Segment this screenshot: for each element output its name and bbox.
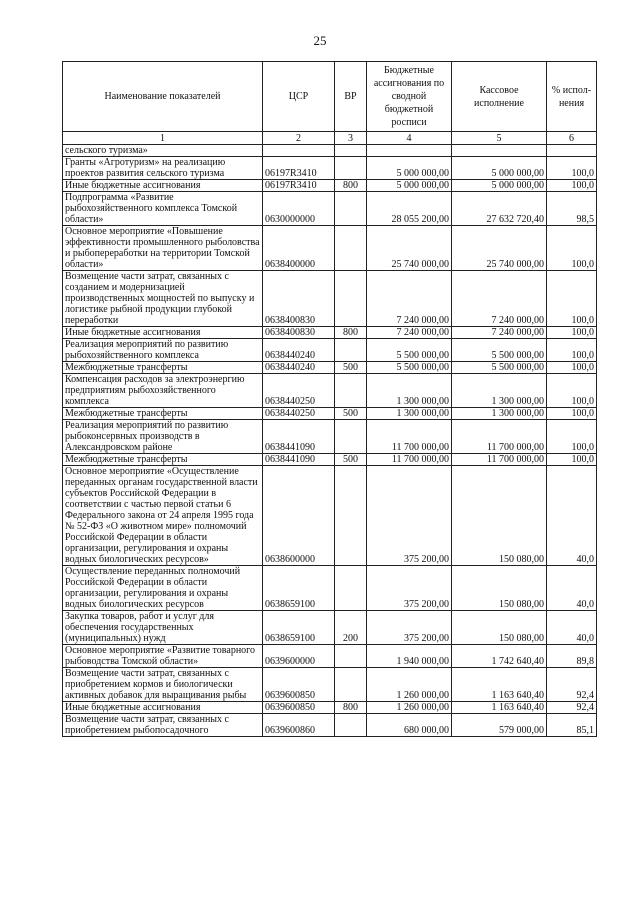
column-number: 4: [367, 132, 452, 145]
header-name: Наименование показателей: [63, 62, 263, 132]
row-budget: 1 940 000,00: [367, 645, 452, 668]
row-vr: [335, 420, 367, 454]
row-vr: [335, 668, 367, 702]
row-pct: 100,0: [547, 374, 597, 408]
row-budget: 7 240 000,00: [367, 327, 452, 339]
row-budget: 11 700 000,00: [367, 420, 452, 454]
table-row: [63, 454, 597, 466]
row-pct: 100,0: [547, 157, 597, 180]
table-body: [63, 145, 597, 737]
table-header-row: [63, 62, 597, 132]
row-budget: [367, 145, 452, 157]
row-name: Основное мероприятие «Повышение эффективности промышленного рыболовства и рыбопереработки на территории Томской области»: [63, 226, 263, 271]
column-number: 2: [263, 132, 335, 145]
row-vr: 500: [335, 362, 367, 374]
column-number: 3: [335, 132, 367, 145]
row-budget: 5 500 000,00: [367, 362, 452, 374]
row-pct: [547, 145, 597, 157]
row-budget: 1 300 000,00: [367, 374, 452, 408]
row-pct: 100,0: [547, 408, 597, 420]
header-budget: Бюджетные ассигнования по сводной бюджетной росписи: [367, 62, 452, 132]
row-vr: 800: [335, 702, 367, 714]
table-row: [63, 466, 597, 566]
table-row: [63, 327, 597, 339]
row-csr: 0638659100: [263, 566, 335, 611]
column-number: 1: [63, 132, 263, 145]
row-csr: 0638600000: [263, 466, 335, 566]
row-csr: 0638400830: [263, 271, 335, 327]
row-name: Подпрограмма «Развитие рыбохозяйственного комплекса Томской области»: [63, 192, 263, 226]
row-name: Осуществление переданных полномочий Российской Федерации в области организации, регулирования и охраны водных биологических ресурсов: [63, 566, 263, 611]
row-cash: [452, 145, 547, 157]
row-budget: 375 200,00: [367, 566, 452, 611]
table-row: [63, 145, 597, 157]
row-pct: 100,0: [547, 362, 597, 374]
row-cash: 150 080,00: [452, 466, 547, 566]
row-pct: 40,0: [547, 611, 597, 645]
row-vr: [335, 226, 367, 271]
row-budget: 28 055 200,00: [367, 192, 452, 226]
header-vr: ВР: [335, 62, 367, 132]
column-number: 6: [547, 132, 597, 145]
row-vr: 500: [335, 454, 367, 466]
row-pct: 100,0: [547, 454, 597, 466]
row-csr: 0638440250: [263, 374, 335, 408]
table-row: [63, 157, 597, 180]
row-cash: 579 000,00: [452, 714, 547, 737]
row-csr: 0638440240: [263, 339, 335, 362]
row-cash: 5 500 000,00: [452, 339, 547, 362]
row-csr: 0639600850: [263, 702, 335, 714]
row-vr: [335, 157, 367, 180]
row-csr: 0638400000: [263, 226, 335, 271]
row-vr: 200: [335, 611, 367, 645]
table-row: [63, 180, 597, 192]
table-row: [63, 192, 597, 226]
row-csr: 06197R3410: [263, 157, 335, 180]
row-csr: 0639600850: [263, 668, 335, 702]
row-cash: 1 742 640,40: [452, 645, 547, 668]
row-cash: 5 000 000,00: [452, 157, 547, 180]
row-name: Возмещение части затрат, связанных с приобретением кормов и биологически активных добавок для выращивания рыбы: [63, 668, 263, 702]
row-name: Межбюджетные трансферты: [63, 454, 263, 466]
row-vr: [335, 645, 367, 668]
row-name: Гранты «Агротуризм» на реализацию проектов развития сельского туризма: [63, 157, 263, 180]
row-cash: 150 080,00: [452, 566, 547, 611]
row-pct: 100,0: [547, 226, 597, 271]
row-vr: [335, 145, 367, 157]
row-cash: 5 000 000,00: [452, 180, 547, 192]
row-cash: 1 300 000,00: [452, 408, 547, 420]
row-pct: 92,4: [547, 702, 597, 714]
row-cash: 150 080,00: [452, 611, 547, 645]
row-csr: 0638659100: [263, 611, 335, 645]
row-name: Реализация мероприятий по развитию рыбохозяйственного комплекса: [63, 339, 263, 362]
row-name: Реализация мероприятий по развитию рыбоконсервных производств в Александровском районе: [63, 420, 263, 454]
row-pct: 100,0: [547, 327, 597, 339]
table-row: [63, 645, 597, 668]
row-cash: 11 700 000,00: [452, 454, 547, 466]
row-budget: 1 260 000,00: [367, 668, 452, 702]
row-pct: 100,0: [547, 180, 597, 192]
row-budget: 7 240 000,00: [367, 271, 452, 327]
table-row: [63, 339, 597, 362]
header-cash: Кассовое исполнение: [452, 62, 547, 132]
row-vr: 800: [335, 327, 367, 339]
row-pct: 92,4: [547, 668, 597, 702]
row-budget: 5 000 000,00: [367, 157, 452, 180]
row-vr: [335, 714, 367, 737]
header-pct: % испол-нения: [547, 62, 597, 132]
row-csr: 0639600860: [263, 714, 335, 737]
row-pct: 40,0: [547, 466, 597, 566]
row-name: Возмещение части затрат, связанных с созданием и модернизацией производственных мощностей по выпуску и логистике рыбной продукции глубокой переработки: [63, 271, 263, 327]
table-row: [63, 271, 597, 327]
table-row: [63, 408, 597, 420]
row-budget: 375 200,00: [367, 611, 452, 645]
budget-execution-table: [62, 61, 597, 737]
row-pct: 40,0: [547, 566, 597, 611]
table-row: [63, 611, 597, 645]
row-csr: 0638400830: [263, 327, 335, 339]
row-cash: 7 240 000,00: [452, 271, 547, 327]
row-name: Компенсация расходов за электроэнергию предприятиям рыбохозяйственного комплекса: [63, 374, 263, 408]
row-pct: 85,1: [547, 714, 597, 737]
row-budget: 5 500 000,00: [367, 339, 452, 362]
row-budget: 1 260 000,00: [367, 702, 452, 714]
table-row: [63, 714, 597, 737]
row-csr: 0638440240: [263, 362, 335, 374]
row-csr: 0638441090: [263, 454, 335, 466]
row-name: Иные бюджетные ассигнования: [63, 180, 263, 192]
table-row: [63, 362, 597, 374]
table-row: [63, 702, 597, 714]
row-pct: 98,5: [547, 192, 597, 226]
row-cash: 1 163 640,40: [452, 668, 547, 702]
row-pct: 89,8: [547, 645, 597, 668]
row-vr: [335, 566, 367, 611]
row-cash: 1 300 000,00: [452, 374, 547, 408]
row-csr: 0639600000: [263, 645, 335, 668]
row-vr: 800: [335, 180, 367, 192]
table-row: [63, 668, 597, 702]
row-name: Межбюджетные трансферты: [63, 362, 263, 374]
row-pct: 100,0: [547, 420, 597, 454]
row-name: Межбюджетные трансферты: [63, 408, 263, 420]
row-vr: [335, 466, 367, 566]
row-budget: 25 740 000,00: [367, 226, 452, 271]
row-csr: 0630000000: [263, 192, 335, 226]
row-pct: 100,0: [547, 271, 597, 327]
table-row: [63, 420, 597, 454]
row-vr: [335, 192, 367, 226]
row-budget: 680 000,00: [367, 714, 452, 737]
row-pct: 100,0: [547, 339, 597, 362]
row-cash: 25 740 000,00: [452, 226, 547, 271]
header-csr: ЦСР: [263, 62, 335, 132]
row-budget: 11 700 000,00: [367, 454, 452, 466]
row-cash: 7 240 000,00: [452, 327, 547, 339]
row-budget: 1 300 000,00: [367, 408, 452, 420]
row-name: Возмещение части затрат, связанных с приобретением рыбопосадочного: [63, 714, 263, 737]
table-row: [63, 374, 597, 408]
row-budget: 5 000 000,00: [367, 180, 452, 192]
column-number-row: [63, 132, 597, 145]
row-vr: [335, 271, 367, 327]
row-name: Иные бюджетные ассигнования: [63, 702, 263, 714]
row-cash: 11 700 000,00: [452, 420, 547, 454]
row-csr: [263, 145, 335, 157]
page-number: 25: [313, 33, 327, 48]
row-budget: 375 200,00: [367, 466, 452, 566]
row-name: Основное мероприятие «Осуществление переданных органам государственной власти субъектов Российской Федерации в соответствии с частью первой статьи 6 Федерального закона от 24 апреля 1995 года № 52-ФЗ «О животном мире» полномочий Российской Федерации в области организации, регулирования и охраны водных биологических ресурсов»: [63, 466, 263, 566]
row-name: Закупка товаров, работ и услуг для обеспечения государственных (муниципальных) нужд: [63, 611, 263, 645]
row-vr: 500: [335, 408, 367, 420]
row-cash: 27 632 720,40: [452, 192, 547, 226]
row-name: Иные бюджетные ассигнования: [63, 327, 263, 339]
row-vr: [335, 374, 367, 408]
row-name: Основное мероприятие «Развитие товарного рыбоводства Томской области»: [63, 645, 263, 668]
row-csr: 06197R3410: [263, 180, 335, 192]
row-vr: [335, 339, 367, 362]
column-number: 5: [452, 132, 547, 145]
row-cash: 5 500 000,00: [452, 362, 547, 374]
row-name: сельского туризма»: [63, 145, 263, 157]
row-csr: 0638440250: [263, 408, 335, 420]
row-csr: 0638441090: [263, 420, 335, 454]
table-row: [63, 226, 597, 271]
row-cash: 1 163 640,40: [452, 702, 547, 714]
table-row: [63, 566, 597, 611]
